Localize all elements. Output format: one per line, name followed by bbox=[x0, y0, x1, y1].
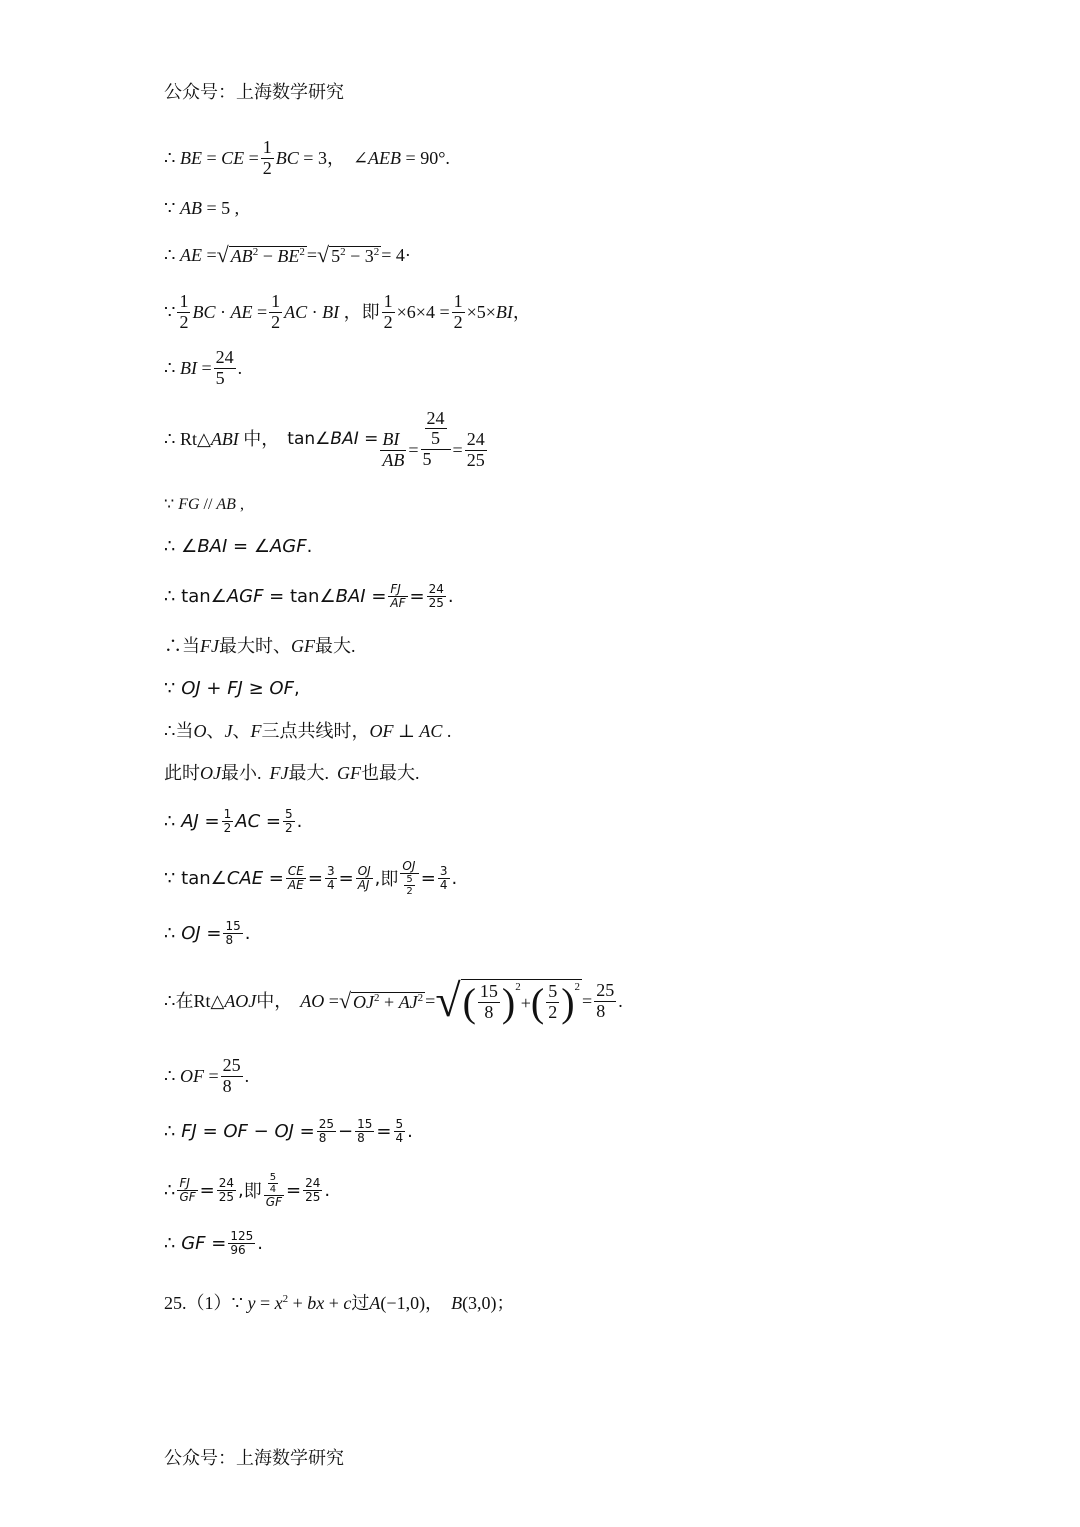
page-footer: 公众号：上海数学研究 bbox=[164, 1448, 344, 1468]
step-tan-agf: ∴ tan∠AGF = tan∠BAI = $\frac{FJ}{AF}$ = $\frac{24}{25}$ . bbox=[164, 582, 454, 611]
step-tan-bai: ∴ Rt△ABI 中， tan∠BAI = $\frac{BI}{AB}$ = $\frac{\frac{24}{5}}{5}$ = $\frac{24}{25}$ bbox=[164, 407, 485, 470]
step-aj: ∴ AJ = $\frac{1}{2}$ AC = $\frac{5}{2}$ . bbox=[164, 807, 303, 836]
step-ratio: ∴ $\frac{FJ}{GF}$ = $\frac{24}{25}$ , 即 $\frac{\frac{5}{4}}{GF}$ = $\frac{24}{25}$ . bbox=[164, 1172, 331, 1209]
step-tan-cae: ∵ tan∠CAE = $\frac{CE}{AE}$ = $\frac{3}{4}$ = $\frac{OJ}{AJ}$ , 即 $\frac{OJ}{\frac{5}{2}}$ = $\frac{3}{4}$ . bbox=[164, 859, 458, 898]
step-oj: ∴ OJ = $\frac{15}{8}$ . bbox=[164, 919, 251, 948]
step-ae: ∴ AE = √ $AB^2 - BE^2$ = √ $5^2 - 3^2$ = 4 · bbox=[164, 242, 411, 267]
step-oj-min: 此时 OJ 最小. FJ 最大. GF 也最大. bbox=[164, 763, 420, 783]
step-be-ce: ∴ BE = CE = $\frac{1}{2}$ BC = 3 ， ∠AEB = 90° . bbox=[164, 137, 450, 178]
problem-25-start: 25.（1） ∵ $y = x^2$ + bx + c 过 A(−1,0)， B(3,0)； bbox=[164, 1293, 515, 1313]
step-bi: ∴ BI = $\frac{24}{5}$ . bbox=[164, 347, 243, 388]
step-area: ∵ $\frac{1}{2}$ BC · AE = $\frac{1}{2}$ AC · BI ， 即 $\frac{1}{2}$ ×6×4 = $\frac{1}{2}$ ×5×BI ， bbox=[164, 291, 531, 332]
page-header: 公众号：上海数学研究 bbox=[164, 82, 344, 102]
step-gf: ∴ GF = $\frac{125}{96}$ . bbox=[164, 1229, 263, 1258]
step-of: ∴ OF = $\frac{25}{8}$ . bbox=[164, 1055, 250, 1096]
step-ao: ∴ 在 Rt△AOJ 中， AO = √ $OJ^2 + AJ^2$ = √ ( $\frac{15}{8}$ ) $^2$ + ( $\frac{5}{2}$ ) $^2$ = $\frac{25}{8}$ . bbox=[164, 975, 623, 1026]
step-fj: ∴ FJ = OF − OJ = $\frac{25}{8}$ − $\frac{15}{8}$ = $\frac{5}{4}$ . bbox=[164, 1117, 413, 1146]
step-angle-eq: ∴ ∠BAI = ∠AGF. bbox=[164, 536, 313, 557]
step-ab: ∵ AB = 5 , bbox=[164, 198, 240, 218]
step-collinear: ∴ 当 O、J、F 三点共线时， OF ⊥ AC . bbox=[164, 721, 452, 741]
step-fj-max: ∴当FJ 最大时、 GF 最大. bbox=[164, 636, 356, 656]
step-fg-ab: ∵ FG // AB , bbox=[164, 496, 244, 513]
step-inequality: ∵ OJ + FJ ≥ OF, bbox=[164, 678, 300, 699]
